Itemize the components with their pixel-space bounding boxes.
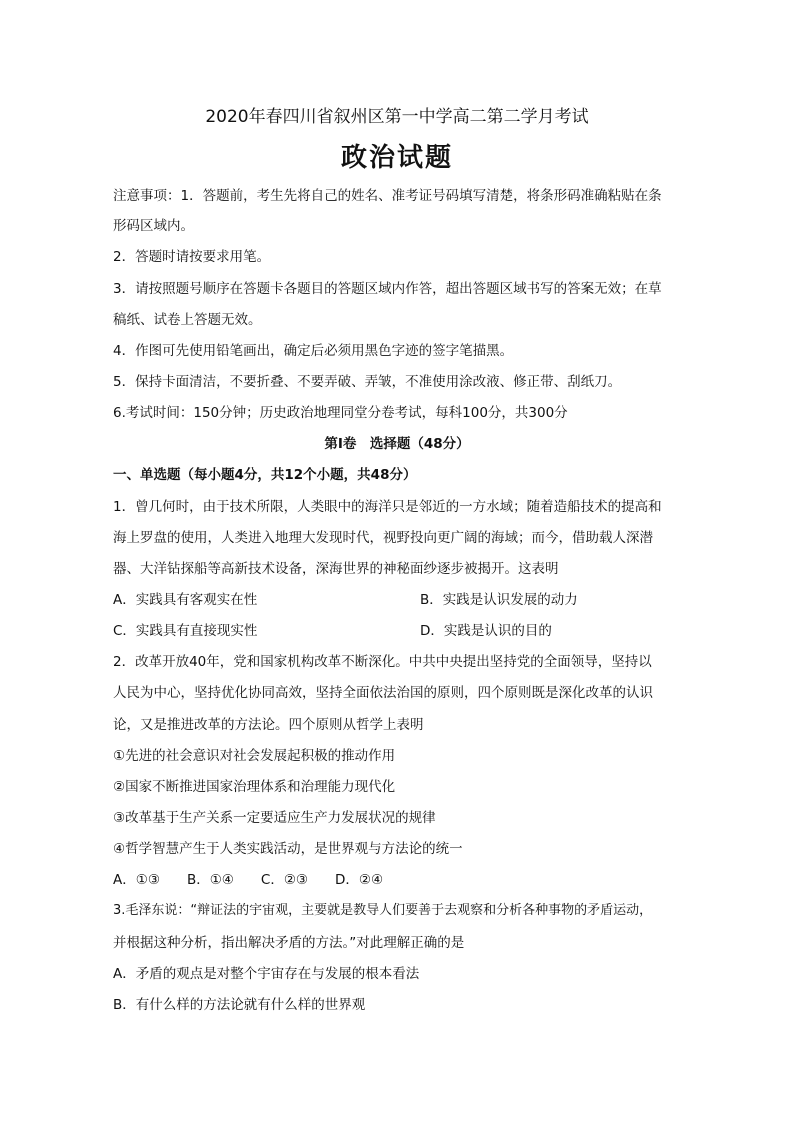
note-line-5: 稿纸、试卷上答题无效。 — [113, 312, 262, 328]
note-line-4: 3．请按照题号顺序在答题卡各题目的答题区域内作答，超出答题区域书写的答案无效；在草 — [113, 281, 662, 297]
q2-options: A．①③ B．①④ C．②③ D．②④ — [113, 872, 384, 888]
q1-stem-line-1: 1．曾几何时，由于技术所限，人类眼中的海洋只是邻近的一方水域；随着造船技术的提高和 — [113, 499, 662, 515]
note-line-1: 注意事项：1．答题前，考生先将自己的姓名、准考证号码填写清楚，将条形码准确粘贴在条 — [113, 188, 662, 204]
exam-title: 2020年春四川省叙州区第一中学高二第二学月考试 — [205, 107, 589, 127]
q2-item-1: ①先进的社会意识对社会发展起积极的推动作用 — [113, 748, 396, 764]
q3-stem-line-1: 3.毛泽东说：“辩证法的宇宙观，主要就是教导人们要善于去观察和分析各种事物的矛盾运动， — [113, 903, 653, 918]
q1-option-a: A．实践具有客观实在性 — [113, 592, 258, 608]
q3-stem-line-2: 并根据这种分析，指出解决矛盾的方法。”对此理解正确的是 — [113, 935, 465, 951]
q2-item-4: ④哲学智慧产生于人类实践活动，是世界观与方法论的统一 — [113, 841, 463, 857]
note-line-8: 6.考试时间：150分钟；历史政治地理同堂分卷考试，每科100分，共300分 — [113, 405, 568, 421]
q2-stem-line-2: 人民为中心，坚持优化协同高效，坚持全面依法治国的原则，四个原则既是深化改革的认识 — [113, 685, 653, 701]
q1-option-b: B．实践是认识发展的动力 — [420, 592, 578, 608]
q2-stem-line-1: 2．改革开放40年，党和国家机构改革不断深化。中共中央提出坚持党的全面领导，坚持以 — [113, 654, 652, 670]
q3-option-b: B．有什么样的方法论就有什么样的世界观 — [113, 997, 366, 1013]
note-line-6: 4．作图可先使用铅笔画出，确定后必须用黑色字迹的签字笔描黑。 — [113, 343, 514, 359]
q1-stem-line-3: 器、大洋钻探船等高新技术设备，深海世界的神秘面纱逐步被揭开。这表明 — [113, 561, 559, 577]
q1-option-d: D．实践是认识的目的 — [420, 623, 552, 639]
q2-item-2: ②国家不断推进国家治理体系和治理能力现代化 — [113, 779, 396, 795]
q1-stem-line-2: 海上罗盘的使用，人类进入地理大发现时代，视野投向更广阔的海域；而今，借助载人深潜 — [113, 530, 653, 546]
note-line-2: 形码区域内。 — [113, 218, 194, 234]
q2-stem-line-3: 论，又是推进改革的方法论。四个原则从哲学上表明 — [113, 717, 424, 733]
section-title: 第Ⅰ卷 选择题（48分） — [324, 436, 470, 452]
q1-option-c: C．实践具有直接现实性 — [113, 623, 258, 639]
note-line-3: 2．答题时请按要求用笔。 — [113, 249, 271, 265]
part-heading: 一、单选题（每小题4分，共12个小题，共48分） — [113, 467, 417, 483]
q2-item-3: ③改革基于生产关系一定要适应生产力发展状况的规律 — [113, 810, 436, 826]
note-line-7: 5．保持卡面清洁，不要折叠、不要弄破、弄皱，不准使用涂改液、修正带、刮纸刀。 — [113, 374, 622, 390]
q3-option-a: A．矛盾的观点是对整个宇宙存在与发展的根本看法 — [113, 966, 420, 982]
exam-subject-title: 政治试题 — [340, 143, 453, 173]
